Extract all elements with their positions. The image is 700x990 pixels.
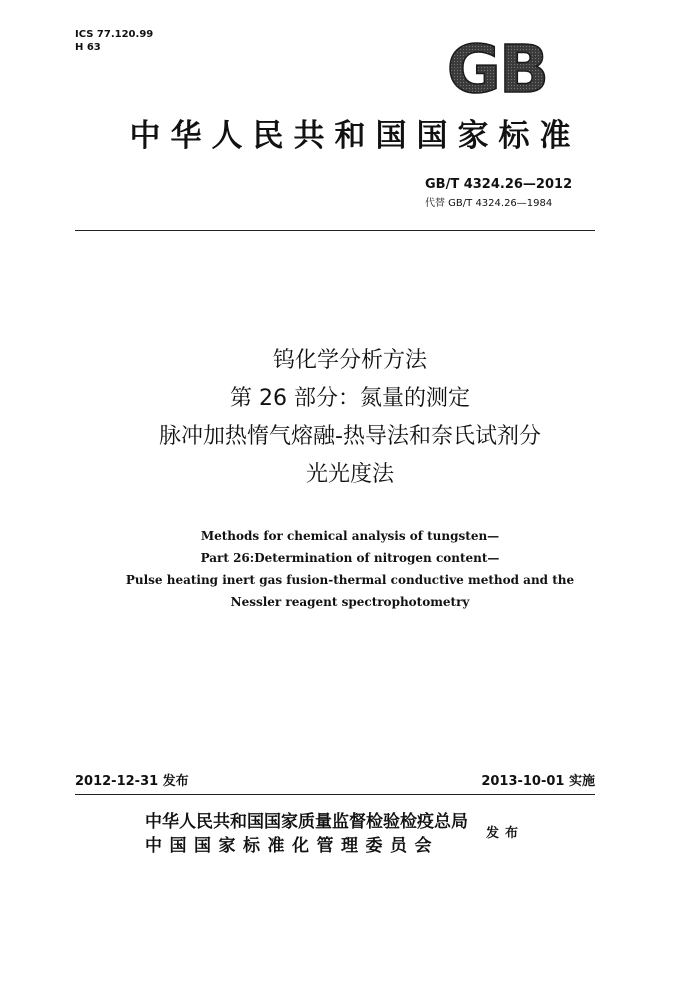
ccs-code: H 63 xyxy=(75,42,101,53)
issuing-organizations xyxy=(145,810,468,858)
implementation-date: 2013-10-01 实施 xyxy=(481,774,595,789)
ics-code: ICS 77.120.99 xyxy=(75,29,154,40)
standard-number: GB/T 4324.26—2012 xyxy=(425,177,573,192)
standard-number-block xyxy=(425,177,595,209)
chinese-title-line-4: 光光度法 xyxy=(305,462,394,487)
english-title-line-3: Pulse heating inert gas fusion-thermal conductive method and the xyxy=(125,573,575,587)
english-title-line-1: Methods for chemical analysis of tungsten— xyxy=(200,529,500,543)
english-title-line-4: Nessler reagent spectrophotometry xyxy=(230,595,470,609)
classification-codes xyxy=(75,28,153,54)
gb-logo-text: GB xyxy=(446,36,548,98)
chinese-title xyxy=(0,342,700,494)
chinese-title-line-3: 脉冲加热惰气熔融-热导法和奈氏试剂分 xyxy=(159,424,541,449)
chinese-title-line-1: 钨化学分析方法 xyxy=(272,348,427,373)
issuer-aqsiq: 中华人民共和国国家质量监督检验检疫总局 xyxy=(145,812,468,832)
english-title xyxy=(0,525,700,613)
issue-label: 发布 xyxy=(486,826,525,841)
issue-date: 2012-12-31 发布 xyxy=(75,774,189,789)
issuer-sac: 中国国家标准化管理委员会 xyxy=(145,836,439,856)
gb-logo xyxy=(435,36,560,98)
top-divider xyxy=(75,230,595,231)
national-standard-title: 中华人民共和国国家标准 xyxy=(129,118,581,154)
english-title-line-2: Part 26:Determination of nitrogen content— xyxy=(200,551,500,565)
bottom-divider xyxy=(75,794,595,795)
chinese-title-line-2: 第 26 部分：氮量的测定 xyxy=(230,386,470,411)
replaces-standard: 代替 GB/T 4324.26—1984 xyxy=(425,198,553,209)
